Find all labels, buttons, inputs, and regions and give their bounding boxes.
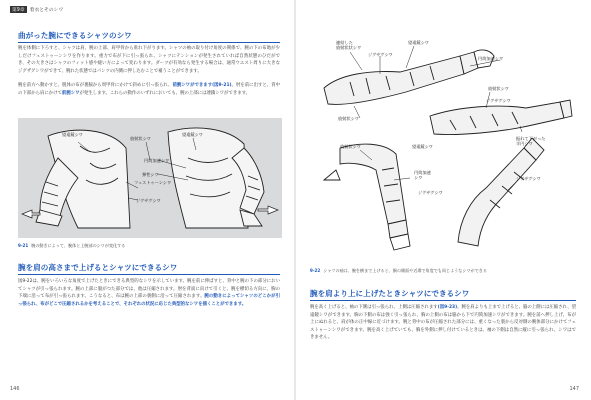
section-heading-above-shoulder: 腕を肩より上に上げたときシャツにできるシワ	[310, 289, 470, 298]
section-heading-shoulder-height: 腕を肩の高さまで上げるとシャツにできるシワ	[18, 263, 178, 272]
chapter-label	[10, 6, 63, 13]
right-section-paragraph: 腕を高く上げると、袖の下側は引っ張られ、上側は圧縮されます(図9-23)。腕を肩よりも上まで上げると、脇の上側には圧縮され、望遠鏡シワができます。胸の下側の布は強く引っ張られ、胸の上側の布は脇から下で円筒加速シワができます。腕を前へ押し上げ、布が上にぬれると、肩が体の正中線に近づけます。腕と背中の布が圧縮された部分には、重くなった裏から反対側の腕体部分にかけてフェストゥーンシワができます。腕を高く上げていても、胸を外側に押し付けているときは、袖の下側は自然に縦に引っ張られ、シワはできません。	[310, 305, 576, 341]
label-twisted-tube: 振れて下がった 半円シワ	[516, 136, 546, 146]
chapter-title: 着衣とそのシワ	[29, 8, 64, 13]
right-page	[296, 0, 591, 400]
label-cut-wrinkle-2: 望遠鏡シワ	[182, 132, 203, 137]
label-cylindrical-wrinkle: 円筒加速シワ	[144, 158, 170, 163]
figure-9-22	[310, 30, 578, 262]
label-linked-radiating: 連結した 放射状状シワ	[336, 40, 362, 50]
sleeve-bottom-right	[458, 148, 536, 246]
label-cut-wrinkle-r: 望遠鏡シワ	[408, 40, 429, 45]
heading-rule	[18, 42, 280, 43]
right-arrow-shape	[258, 206, 278, 214]
section1-paragraph2: 腕を前方へ動かすと、脱体の布が裏脇から周甲骨にかけて斜めに引っ張られ、前腕シワができます(図9-21)。肘を前に出すと、背中の下部から肩にかけて前腕シワが発生します。これらの動作のいずれにおいても、腕の上部には連鎖シワができます。	[18, 83, 280, 96]
label-zigzag-c: ジグザグシワ	[418, 190, 443, 195]
sleeve-top	[324, 56, 464, 104]
label-radiating-2: 放射状シワ	[488, 86, 509, 91]
heading-rule-2	[18, 274, 280, 275]
figure-9-22-caption: 9-22 シャツの袖は、腕を横まで上げると、胴の側面や近場で角度でも同じようなシワができる	[310, 268, 487, 273]
label-radiating-r: 放射状シワ	[338, 116, 359, 121]
sleeve-middle	[430, 102, 564, 135]
label-zigzag-wrinkle: ジグザグシワ	[136, 198, 161, 203]
left-figure-drawing	[36, 130, 130, 228]
label-radiating-3: 放射状シワ	[340, 144, 361, 149]
page-number-left: 146	[10, 386, 20, 392]
right-figure-drawing	[168, 128, 264, 228]
section1-paragraph1: 腕を体側に下ろすと、シャツは肩、腕の上部、肩甲骨から垂れ下がります。シャツの袖の取り付け角度の関係で、腕の下の布地が少しだけフェストゥーンシワを作ります。重力で布が下に引っ張られ、シャツにテンションが発生されていれば自然状態のひだができ、その大きさはシャツのフィット感や縫い方によって変わります。ダーツが有効なら発生する場合は、通常ウエスト周りに大きなジグザグシワができて、腕れた状態ではパンツの内側に押し込むことで補うことができます。	[18, 46, 280, 74]
label-cylindrical-r: 円筒加速シワ	[478, 56, 504, 61]
left-page	[0, 0, 295, 400]
heading-rule-3	[310, 300, 576, 301]
label-festoon-wrinkle: フェストゥーンシワ	[134, 180, 172, 185]
figure-9-21	[18, 118, 282, 238]
label-zigzag-a: ジグザグシワ	[368, 52, 393, 57]
section2-paragraph: 図9-22は、腕をいろいろな角度で上げたときにできる典型的なシワを示しています。腕を前に伸ばすと、背中と腕の下の部分においてシャツが引っ張られます。腕の上部に服がつた部分では、他は圧縮されます。肘を背面に向けて引くと、腕を横切る方向に、胸の下端に沿って布が引っ張られます。こうなると、布は腕の上部の裏側に沿って圧縮されます。腕の動きによってシャツのどこかが引っ張られ、布がどこで圧縮されるかを考えることで、それぞれの状況に応じた典型的なシワを描くことができます。	[18, 279, 280, 307]
label-cut-wrinkle: 望遠鏡シワ	[62, 132, 83, 137]
label-zigzag-d: ジグザグシワ	[516, 176, 541, 181]
label-cut-wrinkle-r2: 望遠鏡シワ	[412, 144, 433, 149]
chapter-tag: 第9章	[12, 8, 25, 13]
section-heading-bent-arm: 曲がった腕にできるシャツのシワ	[18, 31, 132, 40]
page-number-right: 147	[569, 386, 579, 392]
figure-9-21-caption: 9-21 腕の動きによって、腕体と上腕部のシワが変化する	[18, 243, 126, 248]
label-radiating-wrinkle: 放射状シワ	[130, 136, 151, 141]
label-cylindrical-2: 円筒加速 シワ	[414, 170, 431, 180]
label-zigzag-b: ジグザグシワ	[486, 98, 511, 103]
label-compression-wrinkle: 弾性シワ	[142, 172, 159, 177]
